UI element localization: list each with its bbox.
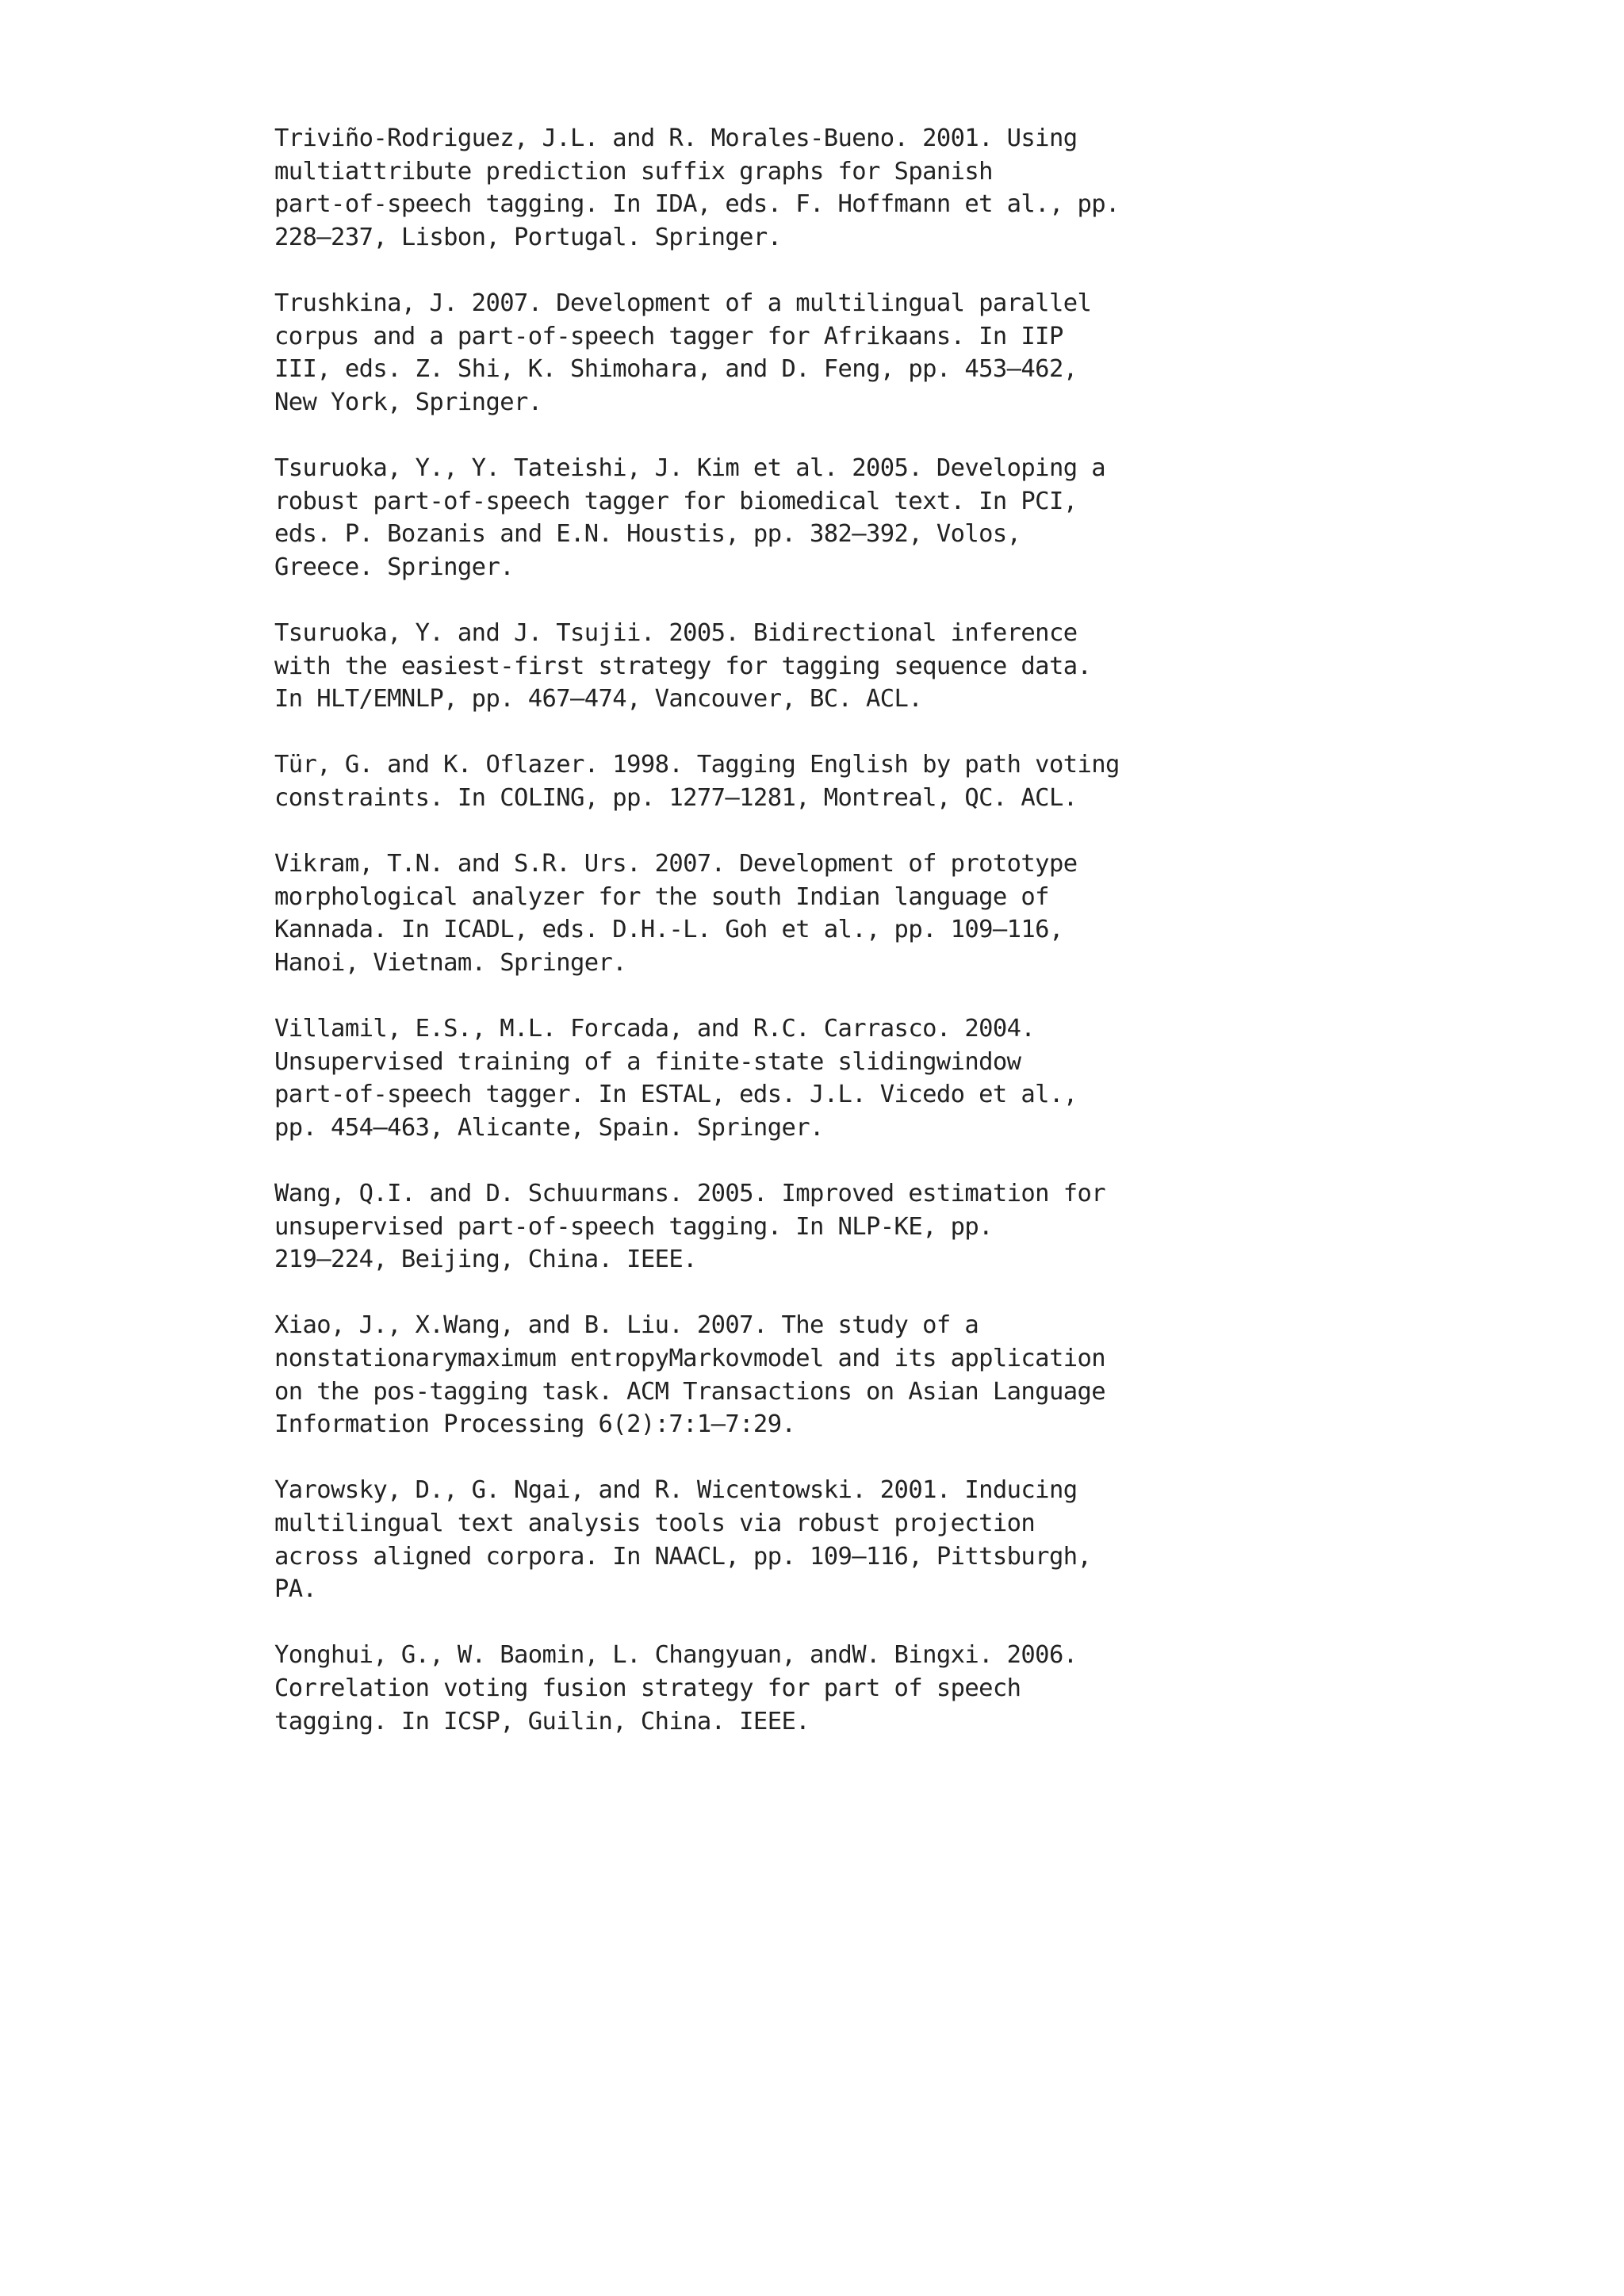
reference-line: Hanoi, Vietnam. Springer. [274,948,627,977]
reference-line: Tsuruoka, Y. and J. Tsujii. 2005. Bidirectional inference [274,618,1078,647]
reference-line: part-of-speech tagger. In ESTAL, eds. J.L. Vicedo et al., [274,1081,1078,1109]
reference-line: Villamil, E.S., M.L. Forcada, and R.C. Carrasco. 2004. [274,1015,1036,1043]
reference-entry [274,1309,1400,1441]
reference-line: Xiao, J., X.Wang, and B. Liu. 2007. The study of a [274,1311,979,1340]
reference-entry [274,287,1400,419]
reference-entry [274,848,1400,979]
reference-line: Tür, G. and K. Oflazer. 1998. Tagging English by path voting [274,751,1120,779]
reference-line: across aligned corpora. In NAACL, pp. 109–116, Pittsburgh, [274,1542,1092,1571]
reference-line: Kannada. In ICADL, eds. D.H.-L. Goh et al., pp. 109–116, [274,916,1063,944]
reference-line: 228–237, Lisbon, Portugal. Springer. [274,223,782,251]
reference-line: multiattribute prediction suffix graphs for Spanish [274,157,993,186]
reference-line: pp. 454–463, Alicante, Spain. Springer. [274,1113,824,1142]
reference-line: In HLT/EMNLP, pp. 467–474, Vancouver, BC. ACL. [274,685,923,714]
reference-line: Triviño-Rodriguez, J.L. and R. Morales-Bueno. 2001. Using [274,124,1078,152]
reference-line: robust part-of-speech tagger for biomedical text. In PCI, [274,487,1078,515]
reference-line: Correlation voting fusion strategy for part of speech [274,1674,1021,1702]
reference-entry [274,1639,1400,1738]
reference-line: Yonghui, G., W. Baomin, L. Changyuan, andW. Bingxi. 2006. [274,1641,1078,1670]
reference-line: morphological analyzer for the south Indian language of [274,882,1049,911]
reference-line: 219–224, Beijing, China. IEEE. [274,1246,697,1274]
reference-line: Unsupervised training of a finite-state slidingwindow [274,1047,1021,1076]
reference-line: Trushkina, J. 2007. Development of a multilingual parallel [274,289,1092,317]
reference-entry [274,452,1400,584]
reference-line: on the pos-tagging task. ACM Transactions on Asian Language [274,1377,1105,1406]
reference-line: Yarowsky, D., G. Ngai, and R. Wicentowski. 2001. Inducing [274,1476,1078,1505]
reference-line: unsupervised part-of-speech tagging. In NLP-KE, pp. [274,1212,993,1241]
reference-line: corpus and a part-of-speech tagger for Afrikaans. In IIP [274,322,1063,350]
reference-line: III, eds. Z. Shi, K. Shimohara, and D. Feng, pp. 453–462, [274,355,1078,384]
reference-line: New York, Springer. [274,388,542,416]
reference-line: tagging. In ICSP, Guilin, China. IEEE. [274,1707,810,1735]
reference-line: constraints. In COLING, pp. 1277–1281, Montreal, QC. ACL. [274,783,1078,812]
reference-line: multilingual text analysis tools via robust projection [274,1509,1036,1537]
reference-line: Greece. Springer. [274,553,514,581]
reference-line: Information Processing 6(2):7:1–7:29. [274,1410,796,1439]
reference-entry [274,617,1400,716]
reference-line: PA. [274,1575,317,1604]
reference-line: nonstationarymaximum entropyMarkovmodel and its application [274,1344,1105,1372]
reference-line: eds. P. Bozanis and E.N. Houstis, pp. 382–392, Volos, [274,520,1021,549]
reference-line: Wang, Q.I. and D. Schuurmans. 2005. Improved estimation for [274,1180,1105,1207]
reference-line: Vikram, T.N. and S.R. Urs. 2007. Development of prototype [274,850,1078,878]
reference-entry [274,122,1400,254]
reference-entry [274,1177,1400,1276]
reference-entry [274,1012,1400,1144]
reference-line: with the easiest-first strategy for tagging sequence data. [274,652,1092,680]
reference-list [274,122,1400,1771]
reference-entry [274,748,1400,814]
reference-line: Tsuruoka, Y., Y. Tateishi, J. Kim et al. 2005. Developing a [274,453,1105,482]
reference-entry [274,1474,1400,1605]
reference-line: part-of-speech tagging. In IDA, eds. F. Hoffmann et al., pp. [274,190,1120,219]
